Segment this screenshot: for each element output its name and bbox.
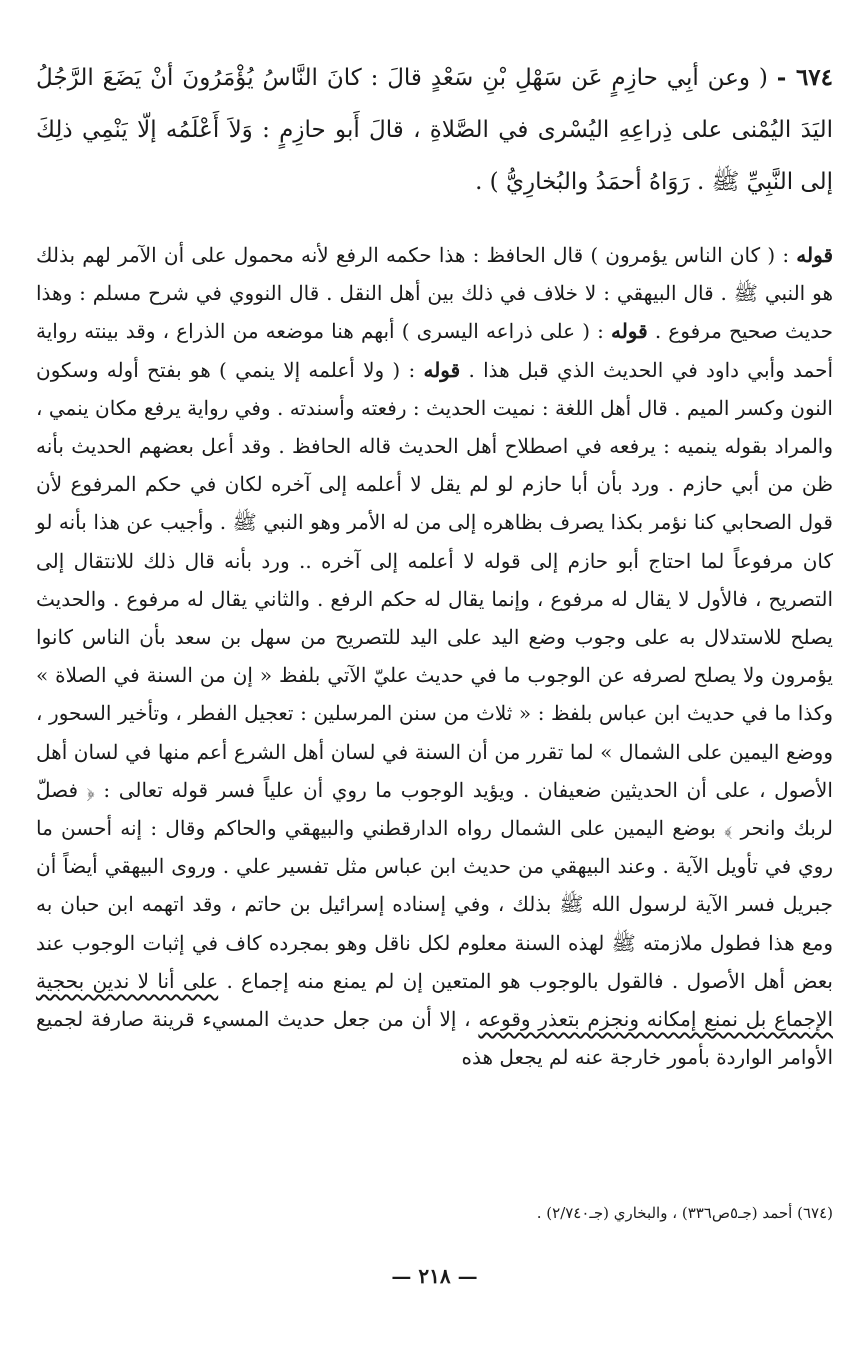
book-page: [36, 52, 833, 1312]
commentary-paragraph: ، إلا أن من جعل حديث المسيء قرينة صارفة لجميع الأوامر الواردة بأمور خارجة عنه لم يجعل هذه: [36, 1007, 833, 1070]
commentary-block: [36, 236, 833, 1076]
commentary-keyword: قوله: [423, 357, 461, 382]
hadith-text-block: [36, 52, 833, 208]
hadith-number: ٦٧٤ -: [776, 64, 833, 91]
hadith-body: ( وعن أبِي حازِمٍ عَن سَهْلِ بْنِ سَعْدٍ قالَ : كانَ النَّاسُ يُؤْمَرُونَ أنْ يَضَعَ الرَّجُلُ اليَدَ اليُمْنى على ذِراعِهِ اليُسْرى في الصَّلاةِ ، قالَ أَبو حازِمٍ : وَلاَ أَعْلَمُه إلّا يَنْمِي ذلِكَ إلى النَّبِيِّ ﷺ . رَوَاهُ أحمَدُ والبُخارِيُّ ) .: [36, 65, 833, 195]
commentary-paragraph: : ( على ذراعه اليسرى ) أبهم هنا موضعه من الذراع ، وقد بينته رواية أحمد وأبي داود في الحديث الذي قبل هذا .: [36, 319, 833, 382]
commentary-keyword: قوله: [610, 319, 648, 344]
commentary-paragraph: : ( كان الناس يؤمرون ) قال الحافظ : هذا حكمه الرفع لأنه محمول على أن الآمر لهم بذلك هو النبي ﷺ . قال البيهقي : لا خلاف في ذلك بين أهل النقل . قال النووي في شرح مسلم : وهذا حديث صحيح مرفوع .: [36, 243, 834, 344]
footnote: (٦٧٤) أحمد (جـ٥ص٣٣٦) ، والبخاري (جـ٢/٧٤٠) .: [536, 1204, 833, 1222]
commentary-keyword: قوله: [796, 243, 834, 267]
underlined-passage: على أنا لا ندين بحجية الإجماع بل نمنع إمكانه ونجزم بتعذر وقوعه: [36, 968, 834, 1032]
page-number: — ٢١٨ —: [391, 1264, 478, 1288]
commentary-paragraph: : ( ولا أعلمه إلا ينمي ) هو بفتح أوله وسكون النون وكسر الميم . قال أهل اللغة : نميت الحديث : رفعته وأسندته . وفي رواية يرفع مكان ينمي ، والمراد بقوله ينميه : يرفعه في اصطلاح أهل الحديث قاله الحافظ . وقد أعل بعضهم الحديث بأنه ظن من أبي حازم . ورد بأن أبا حازم لو لم يقل لا أعلمه إلى آخره لكان في حكم المرفوع لأن قول الصحابي كنا نؤمر بكذا يصرف بظاهره إلى من له الأمر وهو النبي ﷺ . وأجيب عن هذا بأنه لو كان مرفوعاً لما احتاج أبو حازم إلى قوله لا أعلمه إلى آخره .. ورد بأنه قال ذلك للانتقال إلى التصريح ، فالأول لا يقال له مرفوع ، وإنما يقال له حكم الرفع . والثاني يقال له مرفوع . والحديث يصلح للاستدلال به على وجوب وضع اليد على اليد للتصريح من سهل بن سعد بأن الناس كانوا يؤمرون ولا يصلح لصرفه عن الوجوب ما في حديث عليّ الآتي بلفظ « إن من السنة في الصلاة » وكذا ما في حديث ابن عباس بلفظ : « ثلاث من سنن المرسلين : تعجيل الفطر ، وتأخير السحور ، ووضع اليمين على الشمال » لما تقرر من أن السنة في لسان أهل الشرع أعم منها في لسان أهل الأصول ، على أن الحديثين ضعيفان . ويؤيد الوجوب ما روي أن علياً فسر قوله تعالى : ﴿ فصلّ لربك وانحر ﴾ بوضع اليمين على الشمال رواه الدارقطني والبيهقي والحاكم وقال : إنه أحسن ما روي في تأويل الآية . وعند البيهقي من حديث ابن عباس مثل تفسير علي . وروى البيهقي أيضاً أن جبريل فسر الآية لرسول الله ﷺ بذلك ، وفي إسناده إسرائيل بن حاتم ، وقد اتهمه ابن حبان به ومع هذا فطول ملازمته ﷺ لهذه السنة معلوم لكل ناقل وهو بمجرده كاف في إثبات الوجوب عند بعض أهل الأصول . فالقول بالوجوب هو المتعين إن لم يمنع منه إجماع .: [36, 357, 834, 993]
